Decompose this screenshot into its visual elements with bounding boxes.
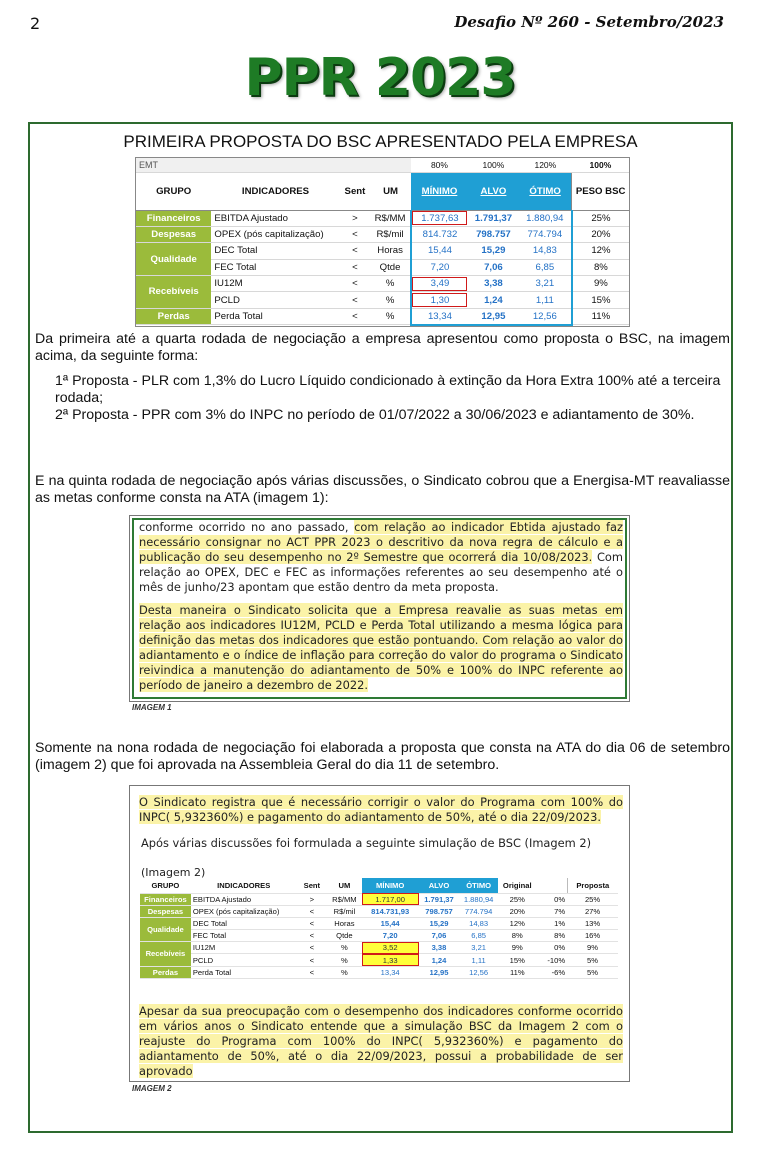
group-cell: Perdas [140, 966, 191, 978]
diff-cell: 1% [537, 917, 568, 929]
sent-cell: < [340, 243, 371, 259]
original-cell: 12% [498, 917, 537, 929]
indicator-cell: OPEX (pós capitalização) [211, 226, 339, 242]
table-row [136, 308, 629, 324]
column-header: INDICADORES [191, 878, 297, 893]
ata1-highlight: Com relação ao valor do adiantamento e o índice de inflação para correção do valor do programa o Sindicato reivindica a manutenção do adiantamento de 50% e 100% do INPC referente ao período de janeiro a dezembro de 2022. [139, 633, 624, 692]
peso-cell: 25% [572, 210, 629, 226]
ata1-text: conforme ocorrido no ano passado, [139, 520, 355, 534]
pct-label: 80% [411, 158, 468, 172]
paragraph-ninth-round: Somente na nona rodada de negociação foi elaborada a proposta que consta na ATA do dia 06 de setembro (imagem 2) que foi aprovada na Assembleia Geral do dia 11 de setembro. [35, 740, 730, 774]
peso-cell: 9% [572, 276, 629, 292]
um-cell: Qtde [327, 930, 362, 942]
original-cell: 15% [498, 954, 537, 966]
table-row [136, 226, 629, 242]
sent-cell: < [340, 259, 371, 275]
issue-label: Desafio Nº 260 - Setembro/2023 [454, 13, 724, 31]
table-row [136, 210, 629, 226]
bsc-table-company [135, 157, 630, 327]
otimo-cell: 774.794 [519, 226, 572, 242]
column-header: UM [327, 878, 362, 893]
column-header: MÍNIMO [411, 172, 468, 210]
original-cell: 25% [498, 893, 537, 905]
column-header: PESO BSC [572, 172, 629, 210]
indicator-cell: Perda Total [211, 308, 339, 324]
column-header: ALVO [468, 172, 519, 210]
paragraph-fifth-round: E na quinta rodada de negociação após várias discussões, o Sindicato cobrou que a Energisa-MT reavaliasse as metas conforme consta na ATA (imagem 1): [35, 473, 730, 507]
otimo-cell: 1.880,94 [459, 893, 498, 905]
group-cell: Financeiros [140, 893, 191, 905]
table-row [140, 893, 618, 905]
ata-image-1 [129, 515, 630, 702]
original-cell: 8% [498, 930, 537, 942]
ata2-highlight: O Sindicato registra que é necessário corrigir o valor do Programa com 100% do INPC( 5,932360%) e pagamento do adiantamento de 50%, até o dia 22/09/2023. [139, 795, 623, 824]
original-cell: 20% [498, 905, 537, 917]
column-header: ÓTIMO [459, 878, 498, 893]
sent-cell: < [297, 930, 328, 942]
alvo-cell: 7,06 [468, 259, 519, 275]
proposta-cell: 5% [567, 966, 618, 978]
alvo-cell: 798.757 [419, 905, 460, 917]
diff-cell: -10% [537, 954, 568, 966]
otimo-cell: 12,56 [519, 308, 572, 324]
otimo-cell: 14,83 [519, 243, 572, 259]
column-header: ÓTIMO [519, 172, 572, 210]
proposal-item: 2ª Proposta - PPR com 3% do INPC no período de 01/07/2022 a 30/06/2023 e adiantamento de 30%. [55, 407, 695, 423]
column-header: Sent [297, 878, 328, 893]
column-header: GRUPO [136, 172, 211, 210]
sent-cell: < [340, 276, 371, 292]
indicator-cell: FEC Total [191, 930, 297, 942]
alvo-cell: 1.791,37 [468, 210, 519, 226]
um-cell: % [327, 966, 362, 978]
indicator-cell: EBITDA Ajustado [191, 893, 297, 905]
alvo-cell: 15,29 [419, 917, 460, 929]
group-cell: Recebíveis [136, 276, 211, 309]
table-row [140, 954, 618, 966]
otimo-cell: 3,21 [519, 276, 572, 292]
column-header [537, 878, 568, 893]
um-cell: % [370, 276, 411, 292]
um-cell: % [327, 942, 362, 954]
indicator-cell: DEC Total [191, 917, 297, 929]
proposta-cell: 27% [567, 905, 618, 917]
sent-cell: < [340, 308, 371, 324]
sent-cell: < [297, 905, 328, 917]
diff-cell: 0% [537, 893, 568, 905]
otimo-cell: 1.880,94 [519, 210, 572, 226]
min-cell: 7,20 [362, 930, 419, 942]
column-header: Proposta [567, 878, 618, 893]
group-cell: Despesas [136, 226, 211, 242]
peso-cell: 20% [572, 226, 629, 242]
group-cell: Qualidade [140, 917, 191, 941]
original-cell: 9% [498, 942, 537, 954]
um-cell: R$/mil [327, 905, 362, 917]
group-cell: Financeiros [136, 210, 211, 226]
min-cell: 1,30 [411, 292, 468, 308]
um-cell: % [370, 308, 411, 324]
min-cell: 1,33 [362, 954, 419, 966]
otimo-cell: 774.794 [459, 905, 498, 917]
min-cell: 3,52 [362, 942, 419, 954]
sent-cell: < [297, 954, 328, 966]
diff-cell: 7% [537, 905, 568, 917]
ata2-image-label: (Imagem 2) [141, 866, 206, 879]
indicator-cell: DEC Total [211, 243, 339, 259]
otimo-cell: 6,85 [459, 930, 498, 942]
column-header: Original [498, 878, 537, 893]
table-row [140, 917, 618, 929]
min-cell: 13,34 [411, 308, 468, 324]
peso-cell: 8% [572, 259, 629, 275]
min-cell: 1.737,63 [411, 210, 468, 226]
sent-cell: < [297, 917, 328, 929]
group-cell: Despesas [140, 905, 191, 917]
um-cell: % [370, 292, 411, 308]
table-row [140, 905, 618, 917]
table-row [140, 942, 618, 954]
alvo-cell: 1,24 [468, 292, 519, 308]
column-header: Sent [340, 172, 371, 210]
proposta-cell: 13% [567, 917, 618, 929]
otimo-cell: 1,11 [519, 292, 572, 308]
sent-cell: > [340, 210, 371, 226]
ata-image-2 [129, 785, 630, 1082]
image-caption: IMAGEM 2 [132, 1084, 172, 1093]
um-cell: R$/MM [327, 893, 362, 905]
peso-cell: 15% [572, 292, 629, 308]
alvo-cell: 1,24 [419, 954, 460, 966]
otimo-cell: 12,56 [459, 966, 498, 978]
proposal-item: 1ª Proposta - PLR com 1,3% do Lucro Líquido condicionado à extinção da Hora Extra 100% até a terceira rodada; [55, 373, 721, 407]
column-header: UM [370, 172, 411, 210]
peso-cell: 11% [572, 308, 629, 324]
um-cell: Horas [370, 243, 411, 259]
column-header: GRUPO [140, 878, 191, 893]
proposta-cell: 9% [567, 942, 618, 954]
min-cell: 7,20 [411, 259, 468, 275]
table-row [140, 930, 618, 942]
um-cell: Qtde [370, 259, 411, 275]
alvo-cell: 12,95 [468, 308, 519, 324]
otimo-cell: 6,85 [519, 259, 572, 275]
alvo-cell: 798.757 [468, 226, 519, 242]
ata2-highlight: Apesar da sua preocupação com o desempenho dos indicadores conforme ocorrido em vários anos o Sindicato entende que a simulação BSC da Imagem 2 com o reajuste do Programa com 100% do INPC( 5,932360%) e pagamento do adiantamento de 50%, até o dia 22/09/2023, possui a probabilidade de ser aprovado [139, 1004, 623, 1078]
um-cell: Horas [327, 917, 362, 929]
table-row [140, 966, 618, 978]
diff-cell: 8% [537, 930, 568, 942]
otimo-cell: 3,21 [459, 942, 498, 954]
indicator-cell: PCLD [211, 292, 339, 308]
column-header: MÍNIMO [362, 878, 419, 893]
sent-cell: < [340, 292, 371, 308]
alvo-cell: 3,38 [419, 942, 460, 954]
pct-label: 100% [468, 158, 519, 172]
indicator-cell: Perda Total [191, 966, 297, 978]
page-number: 2 [30, 14, 41, 33]
min-cell: 1.717,00 [362, 893, 419, 905]
um-cell: % [327, 954, 362, 966]
um-cell: R$/mil [370, 226, 411, 242]
min-cell: 15,44 [362, 917, 419, 929]
alvo-cell: 12,95 [419, 966, 460, 978]
sent-cell: > [297, 893, 328, 905]
table-corner-label: EMT [136, 158, 411, 172]
diff-cell: -6% [537, 966, 568, 978]
group-cell: Recebíveis [140, 942, 191, 966]
column-header: INDICADORES [211, 172, 339, 210]
indicator-cell: OPEX (pós capitalização) [191, 905, 297, 917]
diff-cell: 0% [537, 942, 568, 954]
group-cell: Perdas [136, 308, 211, 324]
ata2-text: Após várias discussões foi formulada a seguinte simulação de BSC (Imagem 2) [141, 836, 592, 850]
indicator-cell: IU12M [191, 942, 297, 954]
min-cell: 3,49 [411, 276, 468, 292]
image-caption: IMAGEM 1 [132, 703, 172, 712]
proposta-cell: 25% [567, 893, 618, 905]
alvo-cell: 3,38 [468, 276, 519, 292]
sent-cell: < [297, 966, 328, 978]
paragraph-intro: Da primeira até a quarta rodada de negociação a empresa apresentou como proposta o BSC, na imagem acima, da seguinte forma: [35, 331, 730, 365]
table-row [136, 243, 629, 259]
ata1-highlight: Desta maneira o Sindicato solicita que a Empresa reavalie as suas metas em relação aos indicadores IU12M, PCLD e Perda Total utilizando a mesma lógica para definição das metas dos indicadores que estão pontuando. [139, 603, 623, 647]
um-cell: R$/MM [370, 210, 411, 226]
peso-cell: 12% [572, 243, 629, 259]
sent-cell: < [340, 226, 371, 242]
pct-label: 120% [519, 158, 572, 172]
group-cell: Qualidade [136, 243, 211, 276]
min-cell: 814.731,93 [362, 905, 419, 917]
indicator-cell: IU12M [211, 276, 339, 292]
indicator-cell: EBITDA Ajustado [211, 210, 339, 226]
table-row [136, 276, 629, 292]
pct-label: 100% [572, 158, 629, 172]
ata1-highlight: com relação ao indicador Ebtida ajustado faz necessário consignar no ACT PPR 2023 o descritivo da nova regra de cálculo e a publicação do seu desempenho no 2º Semestre que ocorrerá dia 10/08/2023. [139, 520, 624, 564]
bsc-table-simulation [140, 878, 618, 979]
proposta-cell: 5% [567, 954, 618, 966]
column-header: ALVO [419, 878, 460, 893]
otimo-cell: 1,11 [459, 954, 498, 966]
indicator-cell: FEC Total [211, 259, 339, 275]
ata1-text: Com relação ao OPEX, DEC e FEC as informações referentes ao seu desempenho até o mês de junho/23 apontam que estão dentro da meta proposta. [139, 550, 623, 594]
otimo-cell: 14,83 [459, 917, 498, 929]
alvo-cell: 15,29 [468, 243, 519, 259]
min-cell: 814.732 [411, 226, 468, 242]
alvo-cell: 7,06 [419, 930, 460, 942]
indicator-cell: PCLD [191, 954, 297, 966]
proposta-cell: 16% [567, 930, 618, 942]
page-title: PPR 2023 [244, 48, 516, 108]
original-cell: 11% [498, 966, 537, 978]
min-cell: 13,34 [362, 966, 419, 978]
min-cell: 15,44 [411, 243, 468, 259]
section-title: PRIMEIRA PROPOSTA DO BSC APRESENTADO PELA EMPRESA [123, 132, 638, 151]
alvo-cell: 1.791,37 [419, 893, 460, 905]
sent-cell: < [297, 942, 328, 954]
